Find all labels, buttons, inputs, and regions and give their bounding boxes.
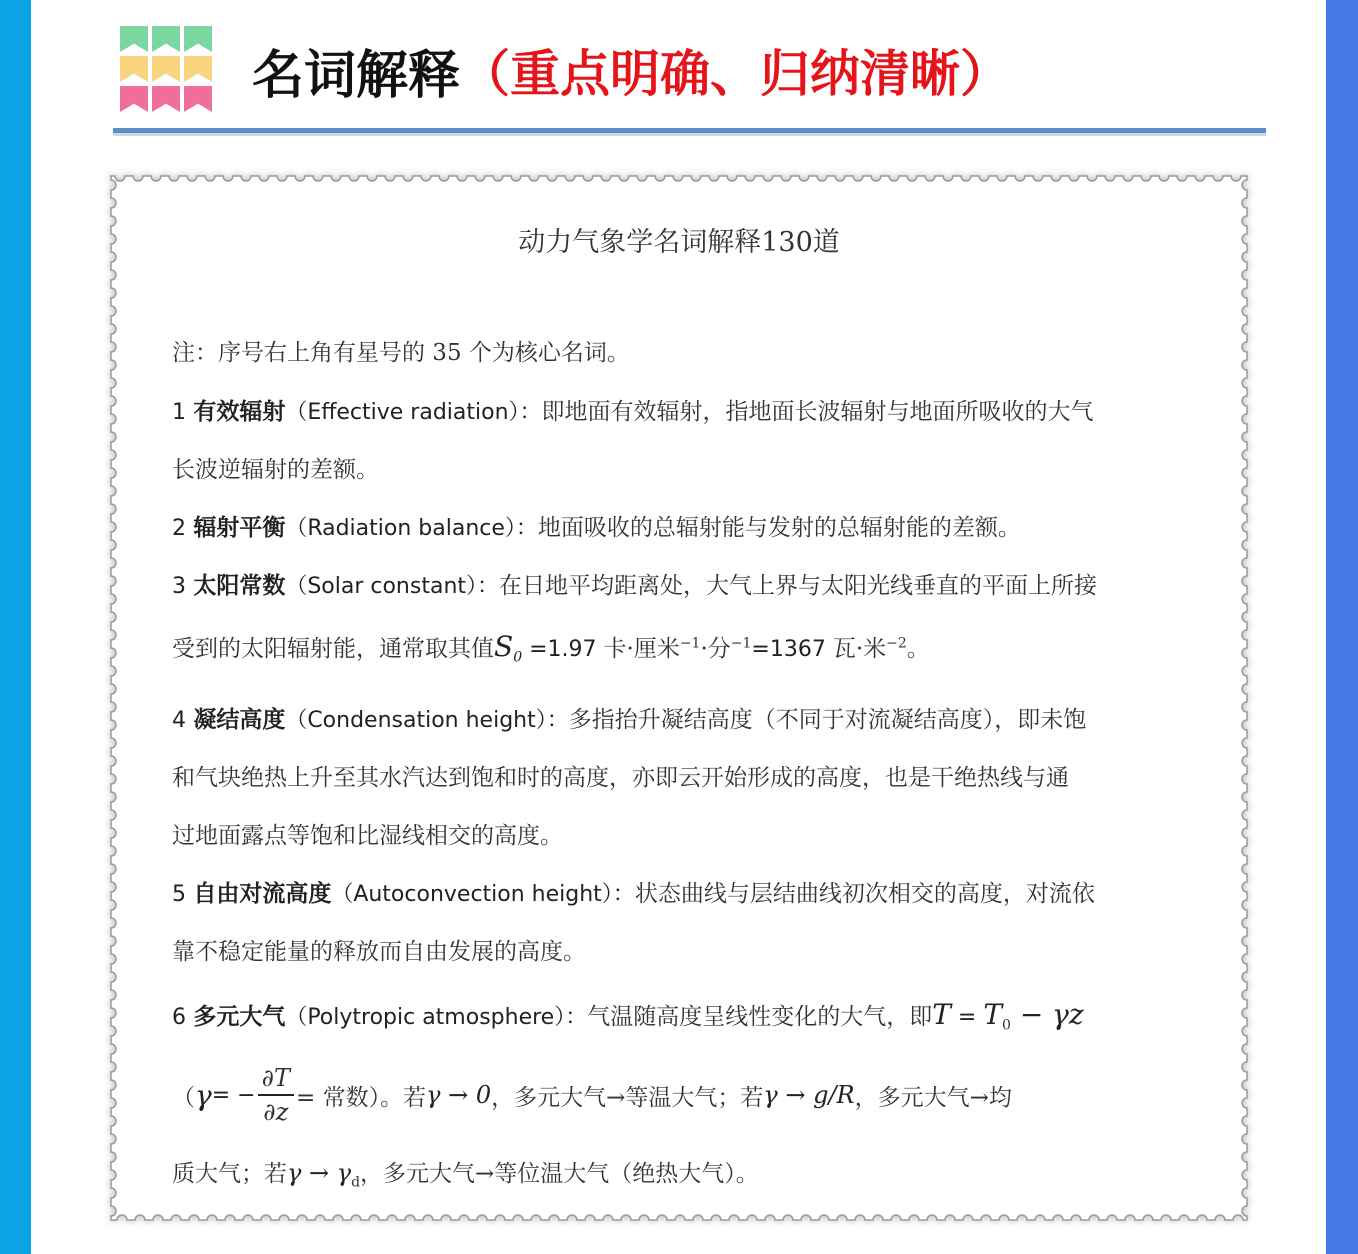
- flag-pink: [120, 86, 148, 112]
- document-title: 动力气象学名词解释130道: [518, 227, 840, 258]
- math-symbol: T: [932, 998, 951, 1031]
- entry-term: 多元大气: [193, 1004, 286, 1030]
- entry-definition: ，多元大气→均: [854, 1084, 1012, 1111]
- math-expression: γ → γ: [287, 1159, 352, 1187]
- entry-3-line-1: [172, 567, 1202, 600]
- math-symbol: S: [494, 630, 514, 663]
- fraction-numerator: ∂T: [258, 1062, 294, 1096]
- entry-definition: 受到的太阳辐射能，通常取其值: [172, 636, 494, 662]
- entry-4-line-3: 过地面露点等饱和比湿线相交的高度。: [172, 823, 563, 849]
- heading-title: 名词解释: [252, 45, 461, 106]
- entry-english: （Polytropic atmosphere）：: [285, 1005, 588, 1030]
- flag-yellow: [120, 56, 148, 82]
- heading-subtitle: （重点明确、归纳清晰）: [460, 45, 1011, 103]
- entry-term: 凝结高度: [193, 707, 286, 733]
- flag-green: [184, 26, 212, 52]
- flag-yellow: [152, 56, 180, 82]
- entry-term: 自由对流高度: [193, 881, 332, 907]
- math-expression: − γz: [1010, 998, 1084, 1031]
- entry-3-line-2: [172, 630, 1202, 666]
- entry-english: （Radiation balance）：: [285, 516, 538, 541]
- entry-definition: ，多元大气→等位温大气（绝热大气）。: [360, 1161, 759, 1187]
- entry-definition: 即地面有效辐射，指地面长波辐射与地面所吸收的大气: [541, 399, 1094, 425]
- unit-exponent: −2: [886, 635, 907, 652]
- math-subscript: 0: [513, 649, 523, 666]
- flag-yellow: [184, 56, 212, 82]
- right-edge-bar: [1326, 0, 1358, 1254]
- entry-english: （Effective radiation）：: [285, 400, 542, 425]
- entry-number: 1: [172, 400, 186, 425]
- flag-pink: [152, 86, 180, 112]
- heading-underline-shadow: [113, 133, 1266, 136]
- entry-number: 4: [172, 708, 186, 733]
- bunting-decoration: [120, 26, 220, 118]
- entry-definition: 在日地平均距离处，大气上界与太阳光线垂直的平面上所接: [499, 573, 1098, 599]
- unit-text: ·分: [700, 636, 731, 662]
- fraction-denominator: ∂z: [263, 1098, 289, 1126]
- flag-green: [120, 26, 148, 52]
- entry-english: （Condensation height）：: [285, 708, 569, 733]
- entry-6-line-1: [172, 998, 1202, 1034]
- entry-number: 3: [172, 574, 186, 599]
- entry-2-line-1: [172, 509, 1202, 542]
- math-equals: =1.97: [522, 637, 604, 662]
- entry-definition: 地面吸收的总辐射能与发射的总辐射能的差额。: [537, 515, 1021, 541]
- left-edge-bar: [0, 0, 31, 1254]
- math-equals: = −: [211, 1082, 256, 1108]
- math-fraction: [258, 1062, 294, 1128]
- entry-term: 辐射平衡: [193, 515, 286, 541]
- document-note: 注：序号右上角有星号的 35 个为核心名词。: [172, 340, 630, 366]
- math-symbol: T: [983, 998, 1002, 1031]
- entry-6-line-3: [172, 1155, 1202, 1191]
- entry-1-line-1: [172, 393, 1202, 426]
- entry-5-line-2: 靠不稳定能量的释放而自由发展的高度。: [172, 939, 586, 965]
- section-heading: [252, 30, 1010, 110]
- entry-english: （Solar constant）：: [285, 574, 500, 599]
- entry-number: 5: [172, 882, 186, 907]
- unit-exponent: −1: [730, 635, 752, 652]
- entry-5-line-1: [172, 875, 1202, 908]
- flag-green: [152, 26, 180, 52]
- entry-4-line-1: [172, 701, 1202, 734]
- unit-text: 瓦·米: [832, 636, 887, 662]
- unit-text: 卡·厘米: [603, 636, 680, 662]
- entry-definition: 状态曲线与层结曲线初次相交的高度，对流依: [634, 881, 1095, 907]
- entry-term: 有效辐射: [193, 399, 286, 425]
- entry-1-line-2: 长波逆辐射的差额。: [172, 457, 379, 483]
- entry-definition: = 常数）。若: [296, 1084, 427, 1111]
- sentence-end: 。: [906, 636, 930, 662]
- entry-number: 2: [172, 516, 186, 541]
- entry-definition: ，多元大气→等温大气；若: [491, 1084, 764, 1111]
- entry-number: 6: [172, 1005, 186, 1030]
- math-equals: =1367: [751, 637, 833, 662]
- flag-pink: [184, 86, 212, 112]
- entry-english: （Autoconvection height）：: [331, 882, 635, 907]
- math-equals: =: [950, 1005, 984, 1030]
- entry-4-line-2: 和气块绝热上升至其水汽达到饱和时的高度，亦即云开始形成的高度，也是干绝热线与通: [172, 765, 1069, 791]
- math-subscript: d: [351, 1174, 361, 1191]
- entry-definition: 质大气；若: [172, 1161, 287, 1187]
- paren-open: （: [172, 1084, 195, 1111]
- entry-definition: 多指抬升凝结高度（不同于对流凝结高度），即未饱: [568, 707, 1087, 733]
- entry-definition: 气温随高度呈线性变化的大气，即: [587, 1004, 933, 1030]
- math-subscript: 0: [1002, 1017, 1011, 1034]
- math-symbol: γ: [195, 1078, 212, 1112]
- unit-exponent: −1: [679, 635, 701, 652]
- entry-6-line-2: [172, 1058, 1202, 1132]
- math-expression: γ → g/R: [763, 1081, 855, 1109]
- math-expression: γ → 0: [426, 1081, 492, 1109]
- entry-term: 太阳常数: [193, 573, 286, 599]
